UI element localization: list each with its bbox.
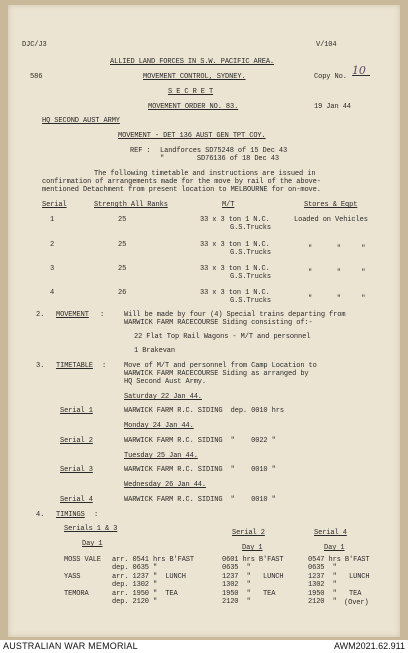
- timings-number: 4.: [36, 511, 45, 519]
- header-stores: Stores & Eqpt: [304, 201, 358, 209]
- serial-4-label: Serial 4: [60, 496, 93, 504]
- footer-accession: AWM2021.62.911: [333, 641, 405, 651]
- serial-3-text: WARWICK FARM R.C. SIDING " 0010 ": [124, 466, 276, 474]
- row-2-serial: 2: [50, 241, 55, 249]
- movement-line-1: Will be made by four (4) Special trains departing from: [124, 311, 346, 319]
- row-1-mt: 33 x 3 ton 1 N.C.: [200, 216, 270, 224]
- temora-dep-serial-4: 2120 ": [308, 598, 337, 606]
- copy-label: Copy No.: [314, 73, 347, 81]
- serial-1-label: Serial 1: [60, 407, 93, 415]
- moss-vale-dep-serials-1-3: dep. 0635 ": [112, 564, 158, 572]
- yass-arr-serials-1-3: arr. 1237 " LUNCH: [112, 573, 186, 581]
- temora-dep-serial-2: 2120 ": [222, 598, 251, 606]
- movement-line-3: 22 Flat Top Rail Wagons - M/T and personnel: [134, 333, 311, 341]
- over-note: (Over): [344, 599, 369, 607]
- movement-colon: :: [100, 311, 105, 319]
- moss-vale-arr-serials-1-3: arr. 0541 hrs B'FAST: [112, 556, 195, 564]
- row-3-mt-type: G.S.Trucks: [230, 273, 272, 281]
- row-3-serial: 3: [50, 265, 55, 273]
- row-3-stores: " " ": [308, 269, 366, 277]
- station-temora: TEMORA: [64, 590, 89, 598]
- order-title: MOVEMENT ORDER NO. 83.: [148, 103, 239, 111]
- archive-footer: [0, 640, 408, 653]
- copy-number: 10: [352, 67, 370, 76]
- org-line-2: MOVEMENT CONTROL, SYDNEY.: [143, 73, 246, 81]
- row-3-strength: 25: [118, 265, 127, 273]
- timings-col-1-head: Serials 1 & 3: [64, 525, 118, 533]
- order-date: 19 Jan 44: [314, 103, 351, 111]
- row-3-mt: 33 x 3 ton 1 N.C.: [200, 265, 270, 273]
- temora-arr-serial-2: 1950 " TEA: [222, 590, 276, 598]
- document-page: [8, 5, 400, 637]
- row-4-mt: 33 x 3 ton 1 N.C.: [200, 289, 270, 297]
- header-serial: Serial: [42, 201, 67, 209]
- timings-col-2-day: Day 1: [242, 544, 263, 552]
- serial-3-label: Serial 3: [60, 466, 93, 474]
- timetable-colon: :: [102, 362, 107, 370]
- serial-4-text: WARWICK FARM R.C. SIDING " 0010 ": [124, 496, 276, 504]
- yass-arr-serial-4: 1237 " LUNCH: [308, 573, 370, 581]
- header-mt: M/T: [222, 201, 235, 209]
- serial-1-text: WARWICK FARM R.C. SIDING dep. 0010 hrs: [124, 407, 284, 415]
- footer-institution: AUSTRALIAN WAR MEMORIAL: [3, 641, 138, 651]
- timetable-line-3: HQ Second Aust Army.: [124, 378, 207, 386]
- intro-line-1: The following timetable and instructions are issued in: [94, 170, 316, 178]
- row-2-mt: 33 x 3 ton 1 N.C.: [200, 241, 270, 249]
- yass-arr-serial-2: 1237 " LUNCH: [222, 573, 284, 581]
- station-moss-vale: MOSS VALE: [64, 556, 101, 564]
- row-4-stores: " " ": [308, 295, 366, 303]
- yass-dep-serials-1-3: dep. 1302 ": [112, 581, 158, 589]
- movement-label: MOVEMENT: [56, 311, 89, 319]
- row-1-stores: Loaded on Vehicles: [294, 216, 368, 224]
- subject: MOVEMENT - DET 136 AUST GEN TPT COY.: [118, 132, 266, 140]
- moss-vale-arr-serial-4: 0547 hrs B'FAST: [308, 556, 370, 564]
- file-number: V/104: [316, 41, 337, 49]
- row-2-stores: " " ": [308, 245, 366, 253]
- moss-vale-arr-serial-2: 0601 hrs B'FAST: [222, 556, 284, 564]
- row-1-mt-type: G.S.Trucks: [230, 224, 272, 232]
- timings-col-1-day: Day 1: [82, 540, 103, 548]
- day-4: Wednesday 26 Jan 44.: [124, 481, 207, 489]
- timetable-line-2: WARWICK FARM RACECOURSE Siding as arranged by: [124, 370, 309, 378]
- row-4-mt-type: G.S.Trucks: [230, 297, 272, 305]
- moss-vale-dep-serial-4: 0635 ": [308, 564, 337, 572]
- yass-dep-serial-2: 1302 ": [222, 581, 251, 589]
- day-3: Tuesday 25 Jan 44.: [124, 452, 198, 460]
- ref-line-1: Landforces SD75248 of 15 Dec 43: [160, 147, 288, 155]
- ref-code: DJC/J3: [22, 41, 47, 49]
- station-yass: YASS: [64, 573, 81, 581]
- movement-number: 2.: [36, 311, 45, 319]
- temora-dep-serials-1-3: dep. 2120 ": [112, 598, 158, 606]
- row-1-serial: 1: [50, 216, 55, 224]
- serial-2-text: WARWICK FARM R.C. SIDING " 0022 ": [124, 437, 276, 445]
- ref-line-2: " SD76136 of 18 Dec 43: [160, 155, 279, 163]
- moss-vale-dep-serial-2: 0635 ": [222, 564, 251, 572]
- day-2: Monday 24 Jan 44.: [124, 422, 194, 430]
- timetable-line-1: Move of M/T and personnel from Camp Location to: [124, 362, 317, 370]
- movement-line-2: WARWICK FARM RACECOURSE Siding consisting of:-: [124, 319, 313, 327]
- row-4-strength: 26: [118, 289, 127, 297]
- yass-dep-serial-4: 1302 ": [308, 581, 337, 589]
- ref-label: REF :: [130, 147, 151, 155]
- timetable-number: 3.: [36, 362, 45, 370]
- header-strength: Strength All Ranks: [94, 201, 168, 209]
- timings-col-3-head: Serial 4: [314, 529, 347, 537]
- row-1-strength: 25: [118, 216, 127, 224]
- document-number: 586: [30, 73, 43, 81]
- intro-line-2: confirmation of arrangements made for the move by rail of the above-: [42, 178, 321, 186]
- addressee: HQ SECOND AUST ARMY: [42, 117, 120, 125]
- serial-2-label: Serial 2: [60, 437, 93, 445]
- classification: S E C R E T: [168, 88, 214, 96]
- row-2-strength: 25: [118, 241, 127, 249]
- timings-col-3-day: Day 1: [324, 544, 345, 552]
- timings-colon: :: [94, 511, 99, 519]
- day-1: Saturday 22 Jan 44.: [124, 393, 202, 401]
- timings-label: TIMINGS: [56, 511, 85, 519]
- row-4-serial: 4: [50, 289, 55, 297]
- timings-col-2-head: Serial 2: [232, 529, 265, 537]
- row-2-mt-type: G.S.Trucks: [230, 249, 272, 257]
- org-line-1: ALLIED LAND FORCES IN S.W. PACIFIC AREA.: [110, 58, 275, 66]
- movement-line-4: 1 Brakevan: [134, 347, 176, 355]
- temora-arr-serials-1-3: arr. 1950 " TEA: [112, 590, 178, 598]
- temora-arr-serial-4: 1950 " TEA: [308, 590, 362, 598]
- intro-line-3: mentioned Detachment from present location to MELBOURNE for on-move.: [42, 186, 321, 194]
- timetable-label: TIMETABLE: [56, 362, 93, 370]
